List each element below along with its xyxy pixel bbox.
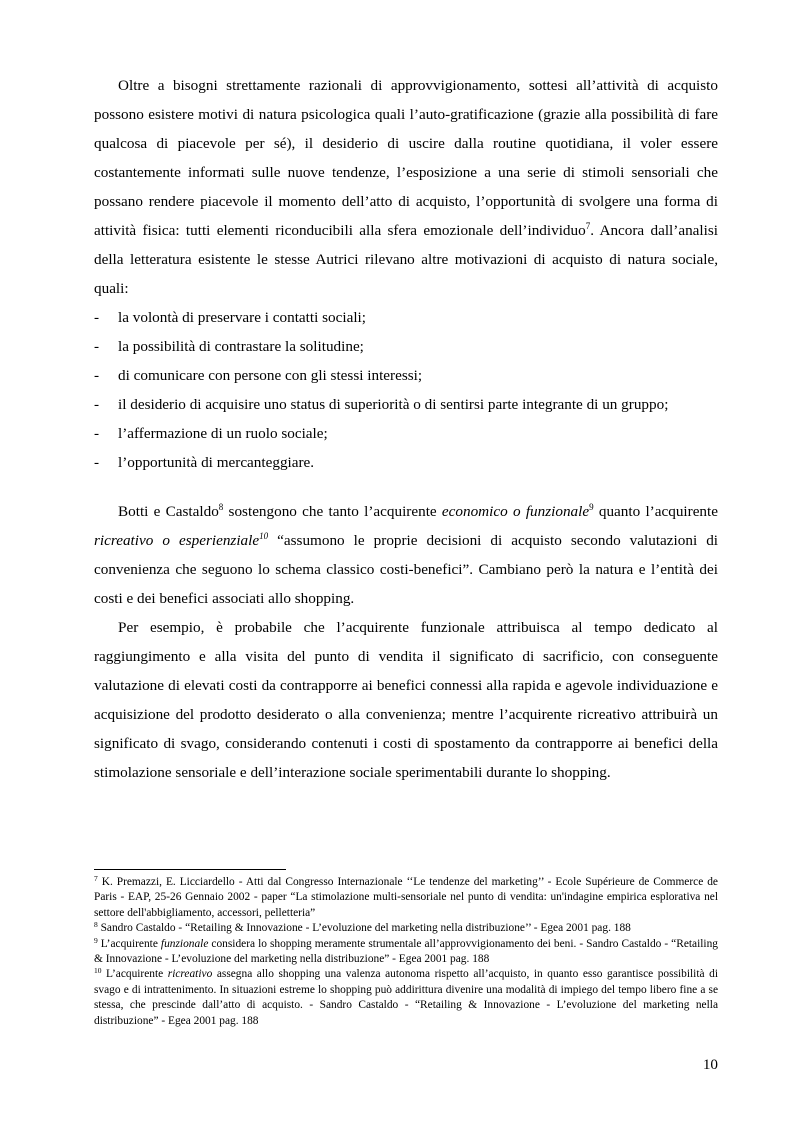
list-item: - l’affermazione di un ruolo sociale; — [94, 419, 718, 448]
footnote-9: $^9$ L’acquirente funzionale considera lo shopping meramente strumentale all’approvvigionamento dei beni. - Sandro Castaldo - “Retailing & Innovazione - L’evoluzione del marketing nella distribuzione” - Egea 2001 pag. 188 — [94, 935, 718, 966]
footnote-ref-7[interactable]: 7 — [585, 221, 591, 231]
footnote-10: $^{10}$ L’acquirente ricreativo assegna allo shopping una valenza autonoma rispetto all’acquisto, in quanto esso garantisce possibilità di svago e di intrattenimento. In situazioni estreme lo shopping può addirittura divenire una modalità di impiego del tempo libero fine a se stessa, che prescinde dall’atto di acquisto. - Sandro Castaldo - “Retailing & Innovazione - L’evoluzione del marketing nella distribuzione” - Egea 2001 pag. 188 — [94, 966, 718, 1027]
emphasis-functional: economico o funzionale — [441, 503, 590, 520]
bullet-dash: - — [94, 425, 100, 442]
paragraph-example: Per esempio, è probabile che l’acquirente funzionale attribuisca al tempo dedicato al raggiungimento e alla visita del punto di vendita il significato di sacrificio, con conseguente valutazione di elevati costi da contrapporre ai benefici connessi alla rapida e agevole individuazione e acquisizione del prodotto desiderato o alla convenienza; mentre l’acquirente ricreativo attribuirà un significato di svago, considerando contenuti i costi di spostamento da contrapporre ai benefici della stimolazione sensoriale e dell’interazione sociale sperimentabili durante lo shopping. — [94, 619, 718, 781]
footnote-number: 10 — [94, 966, 102, 976]
bullet-dash: - — [94, 338, 100, 355]
footnote-7: $^7$ K. Premazzi, E. Licciardello - Atti dal Congresso Internazionale ‘‘Le tendenze del marketing’’ - Ecole Supérieure de Commerce de Paris - EAP, 25-26 Gennaio 2002 - paper “La stimolazione multi-sensoriale nel punto di vendita: un'indagine empirica esplorativa nel settore dell'abbigliamento, accessori, pelletteria” — [94, 874, 718, 919]
bullet-dash: - — [94, 309, 100, 326]
paragraph-motivations: Oltre a bisogni strettamente razionali di approvvigionamento, sottesi all’attività di acquisto possono esistere motivi di natura psicologica quali l’auto-gratificazione (grazie alla possibilità di fare qualcosa di piacevole per sé), il desiderio di uscire dalla routine quotidiana, il voler essere costantemente informati sulle nuove tendenze, l’esposizione a una serie di stimoli sensoriali che possano rendere piacevole il momento dell’atto di acquisto, l’opportunità di svolgere una forma di attività fisica: tutti elementi riconducibili alla sfera emozionale dell’individuo$^7$. Ancora dall’analisi della letteratura esistente le stesse Autrici rilevano altre motivazioni di acquisto di natura sociale, quali: — [94, 77, 718, 297]
footnote-8: $^8$ Sandro Castaldo - “Retailing & Innovazione - L’evoluzione del marketing nella distribuzione’’ - Egea 2001 pag. 188 — [94, 920, 631, 935]
bullet-dash: - — [94, 367, 100, 384]
list-item: - il desiderio di acquisire uno status di superiorità o di sentirsi parte integrante di un gruppo; — [94, 390, 718, 419]
footnote-ref-8[interactable]: 8 — [218, 502, 224, 512]
bullet-dash: - — [94, 454, 100, 471]
paragraph-botti-castaldo: Botti e Castaldo$^8$ sostengono che tanto l’acquirente economico o funzionale$^9$ quanto l’acquirente ricreativo o esperienziale$^{10}$ “assumono le proprie decisioni di acquisto secondo valutazioni di convenienza che seguono lo schema classico costi-benefici”. Cambiano però la natura e l’entità dei costi e dei benefici associati allo shopping. — [94, 502, 719, 607]
footnote-number: 7 — [94, 874, 98, 883]
footnote-separator — [94, 869, 286, 870]
emphasis-recreational: ricreativo o esperienziale — [94, 532, 260, 549]
footnote-number: 8 — [94, 920, 98, 930]
footnote-number: 9 — [94, 935, 98, 945]
list-item: - di comunicare con persone con gli stessi interessi; — [94, 361, 718, 390]
paragraph-spacer — [94, 477, 718, 497]
main-text — [94, 71, 718, 787]
page-number: 10 — [702, 1056, 718, 1073]
footnotes — [94, 875, 718, 1029]
social-motivations-list — [94, 303, 718, 477]
list-item: - l’opportunità di mercanteggiare. — [94, 448, 718, 477]
footnote-ref-10[interactable]: 10 — [259, 531, 269, 541]
list-item: - la possibilità di contrastare la solitudine; — [94, 332, 718, 361]
footnote-ref-9[interactable]: 9 — [589, 502, 594, 512]
bullet-dash: - — [94, 396, 100, 413]
list-item: - la volontà di preservare i contatti sociali; — [94, 303, 718, 332]
